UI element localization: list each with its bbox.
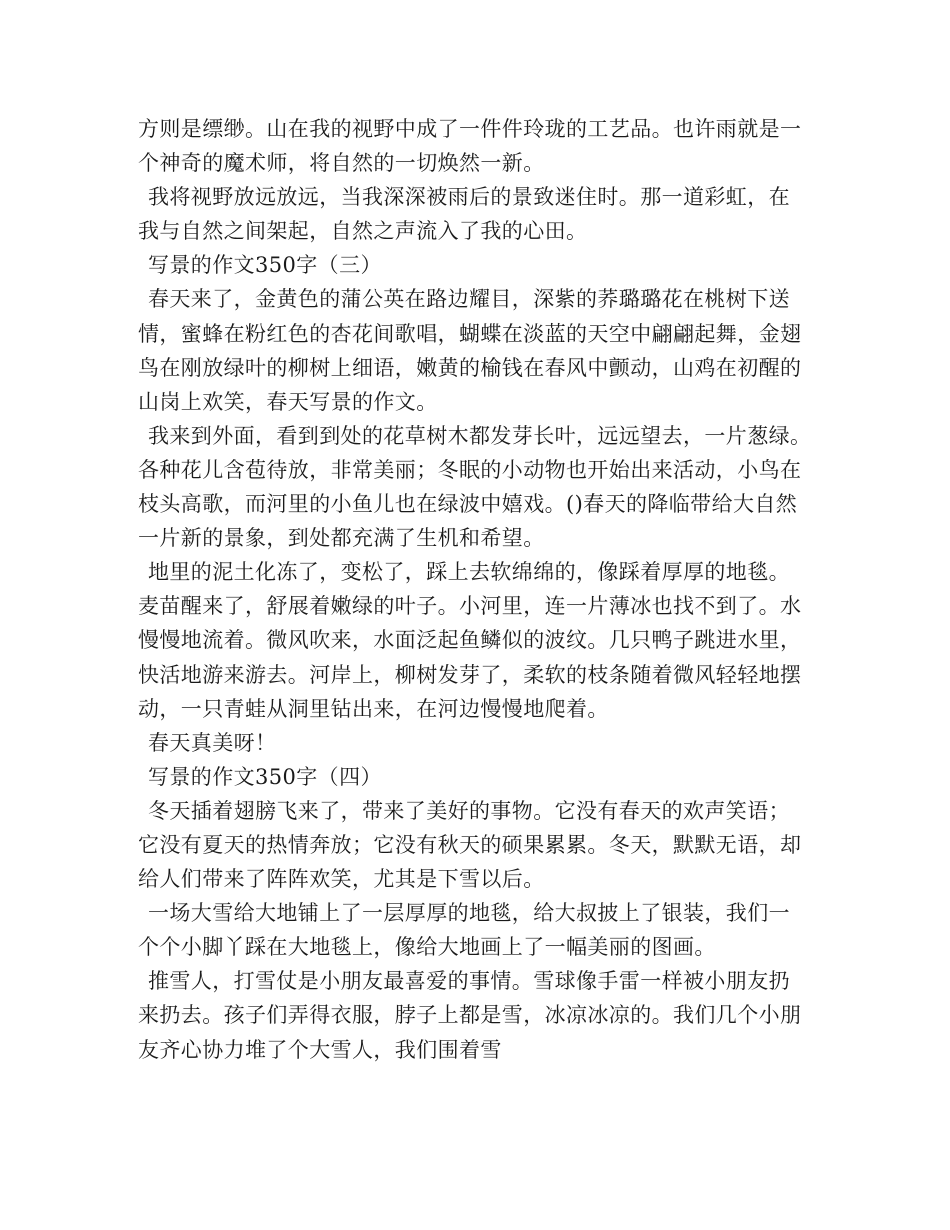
text-line: 枝头高歌，而河里的小鱼儿也在绿波中嬉戏。()春天的降临带给大自然 — [138, 492, 798, 517]
text-line: 地里的泥土化冻了，变松了，踩上去软绵绵的，像踩着厚厚的地毯。 — [148, 560, 790, 585]
text-line: 慢慢地流着。微风吹来，水面泛起鱼鳞似的波纹。几只鸭子跳进水里， — [138, 628, 802, 653]
text-line: 来扔去。孩子们弄得衣服，脖子上都是雪，冰凉冰凉的。我们几个小朋 — [138, 1003, 802, 1028]
text-line: 友齐心协力堆了个大雪人，我们围着雪 — [138, 1037, 502, 1062]
text-line: 我来到外面，看到到处的花草树木都发芽长叶，远远望去，一片葱绿。 — [148, 423, 812, 448]
text-line: 个个小脚丫踩在大地毯上，像给大地画上了一幅美丽的图画。 — [138, 935, 716, 960]
essay-text — [138, 112, 828, 1067]
text-line: 春天来了，金黄色的蒲公英在路边耀目，深紫的荞璐璐花在桃树下送 — [148, 287, 790, 312]
text-line: 山岗上欢笑，春天写景的作文。 — [138, 389, 438, 414]
text-line: 快活地游来游去。河岸上，柳树发芽了，柔软的枝条随着微风轻轻地摆 — [138, 662, 802, 687]
text-line: 它没有夏天的热情奔放；它没有秋天的硕果累累。冬天，默默无语，却 — [138, 832, 802, 857]
text-line: 鸟在刚放绿叶的柳树上细语，嫩黄的榆钱在春风中颤动，山鸡在初醒的 — [138, 355, 802, 380]
text-line: 一场大雪给大地铺上了一层厚厚的地毯，给大叔披上了银装，我们一 — [148, 901, 790, 926]
text-line: 动，一只青蛙从洞里钻出来，在河边慢慢地爬着。 — [138, 696, 609, 721]
text-line: 我与自然之间架起，自然之声流入了我的心田。 — [138, 219, 588, 244]
text-line: 我将视野放远放远，当我深深被雨后的景致迷住时。那一道彩虹，在 — [148, 185, 790, 210]
text-line: 给人们带来了阵阵欢笑，尤其是下雪以后。 — [138, 867, 545, 892]
text-line: 一片新的景象，到处都充满了生机和希望。 — [138, 526, 545, 551]
text-line: 冬天插着翅膀飞来了，带来了美好的事物。它没有春天的欢声笑语； — [148, 798, 790, 823]
text-line: 麦苗醒来了，舒展着嫩绿的叶子。小河里，连一片薄冰也找不到了。水 — [138, 594, 802, 619]
text-line: 春天真美呀！ — [148, 730, 277, 755]
section-heading: 写景的作文350字（四） — [148, 764, 382, 789]
section-heading: 写景的作文350字（三） — [148, 253, 382, 278]
text-line: 方则是缥缈。山在我的视野中成了一件件玲珑的工艺品。也许雨就是一 — [138, 117, 802, 141]
text-line: 推雪人，打雪仗是小朋友最喜爱的事情。雪球像手雷一样被小朋友扔 — [148, 969, 790, 994]
text-line: 情，蜜蜂在粉红色的杏花间歌唱，蝴蝶在淡蓝的天空中翩翩起舞，金翅 — [138, 321, 802, 346]
text-line: 各种花儿含苞待放，非常美丽；冬眠的小动物也开始出来活动，小鸟在 — [138, 457, 802, 482]
text-line: 个神奇的魔术师，将自然的一切焕然一新。 — [138, 151, 545, 176]
